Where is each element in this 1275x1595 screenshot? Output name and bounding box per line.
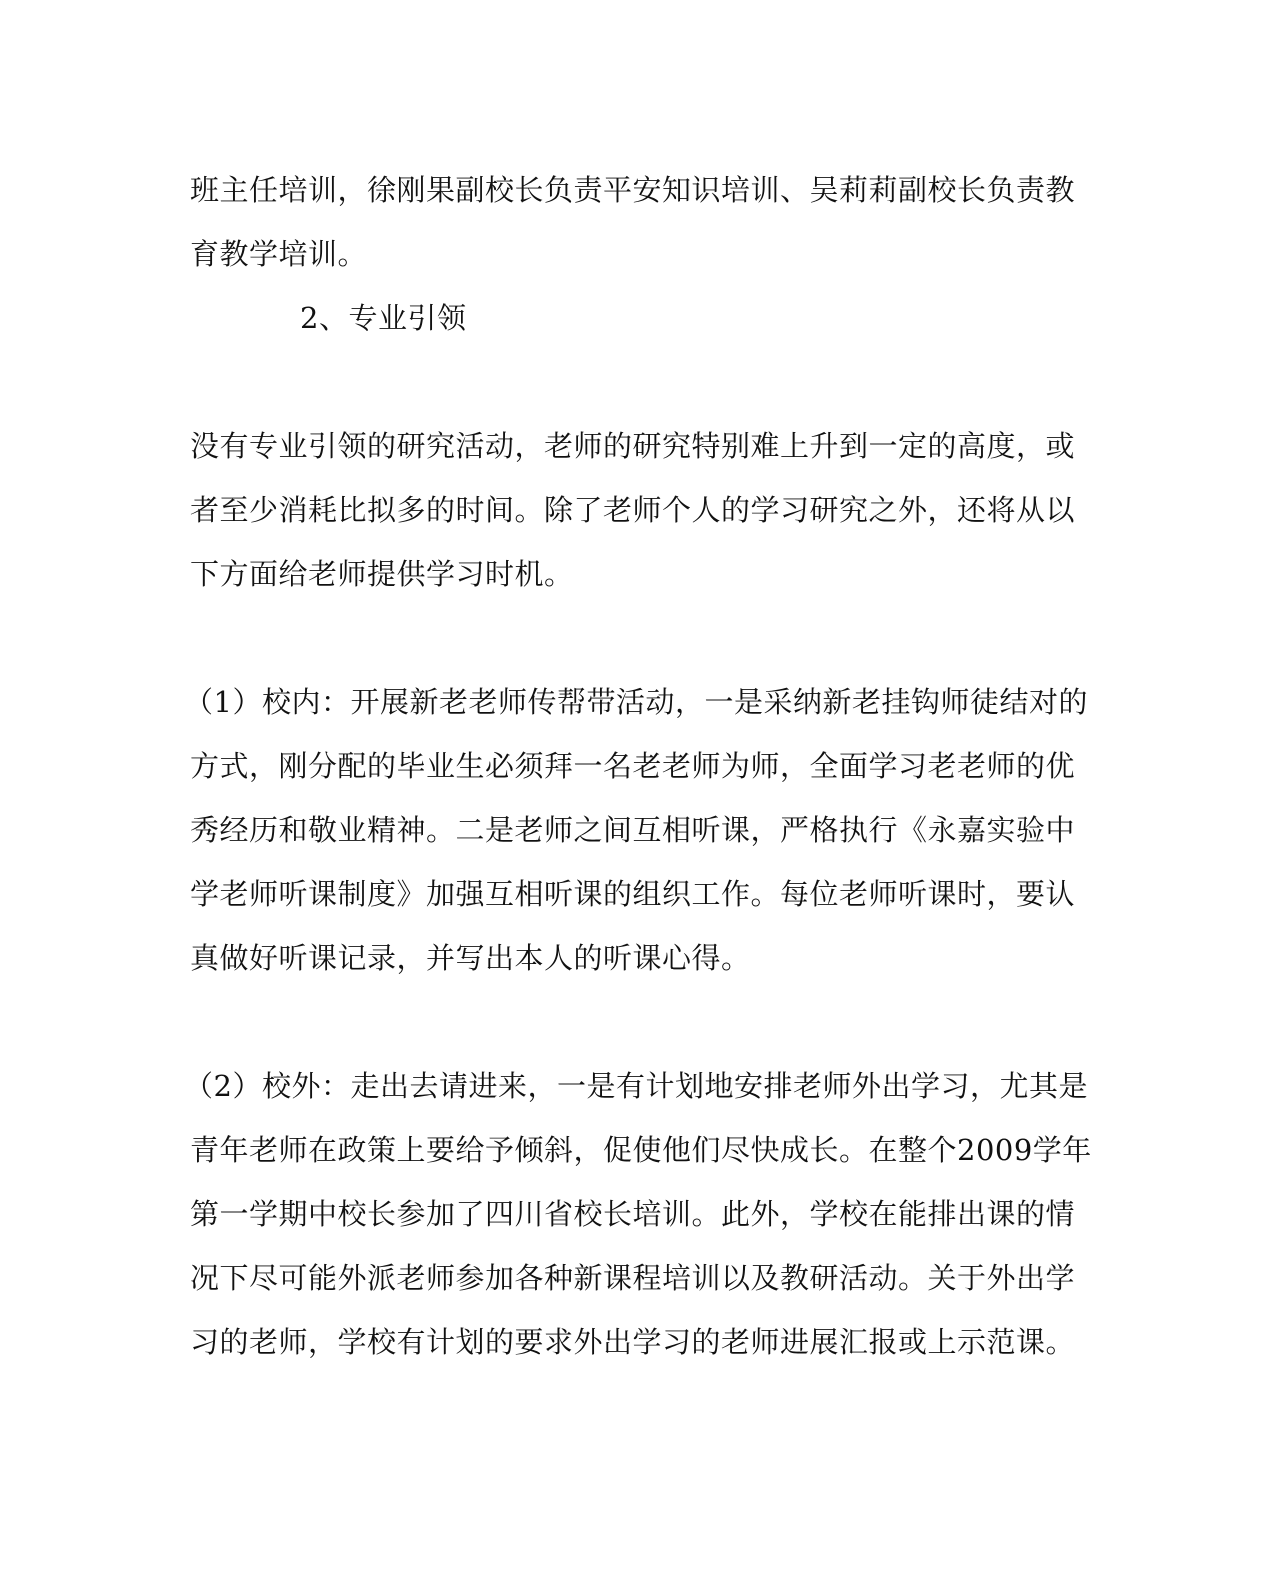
paragraph-line: 育教学培训。	[190, 237, 368, 271]
paragraph-line: 学老师听课制度》加强互相听课的组织工作。每位老师听课时，要认	[190, 877, 1076, 911]
paragraph-line: 者至少消耗比拟多的时间。除了老师个人的学习研究之外，还将从以	[190, 493, 1076, 527]
paragraph-line: 青年老师在政策上要给予倾斜，促使他们尽快成长。在整个2009学年	[190, 1133, 1092, 1167]
paragraph-line: 没有专业引领的研究活动，老师的研究特别难上升到一定的高度，或	[190, 429, 1076, 463]
paragraph-line: 班主任培训，徐刚果副校长负责平安知识培训、吴莉莉副校长负责教	[190, 173, 1076, 207]
section-heading: 2、专业引领	[300, 301, 467, 335]
paragraph-line: 第一学期中校长参加了四川省校长培训。此外，学校在能排出课的情	[190, 1197, 1076, 1231]
paragraph-line: （2）校外：走出去请进来，一是有计划地安排老师外出学习，尤其是	[184, 1069, 1088, 1103]
paragraph-line: 况下尽可能外派老师参加各种新课程培训以及教研活动。关于外出学	[190, 1261, 1076, 1295]
paragraph-line: （1）校内：开展新老老师传帮带活动，一是采纳新老挂钩师徒结对的	[184, 685, 1088, 719]
paragraph-line: 秀经历和敬业精神。二是老师之间互相听课，严格执行《永嘉实验中	[190, 813, 1076, 847]
paragraph-line: 习的老师，学校有计划的要求外出学习的老师进展汇报或上示范课。	[190, 1325, 1076, 1359]
paragraph-line: 真做好听课记录，并写出本人的听课心得。	[190, 941, 751, 975]
paragraph-line: 方式，刚分配的毕业生必须拜一名老老师为师，全面学习老老师的优	[190, 749, 1076, 783]
paragraph-line: 下方面给老师提供学习时机。	[190, 557, 574, 591]
